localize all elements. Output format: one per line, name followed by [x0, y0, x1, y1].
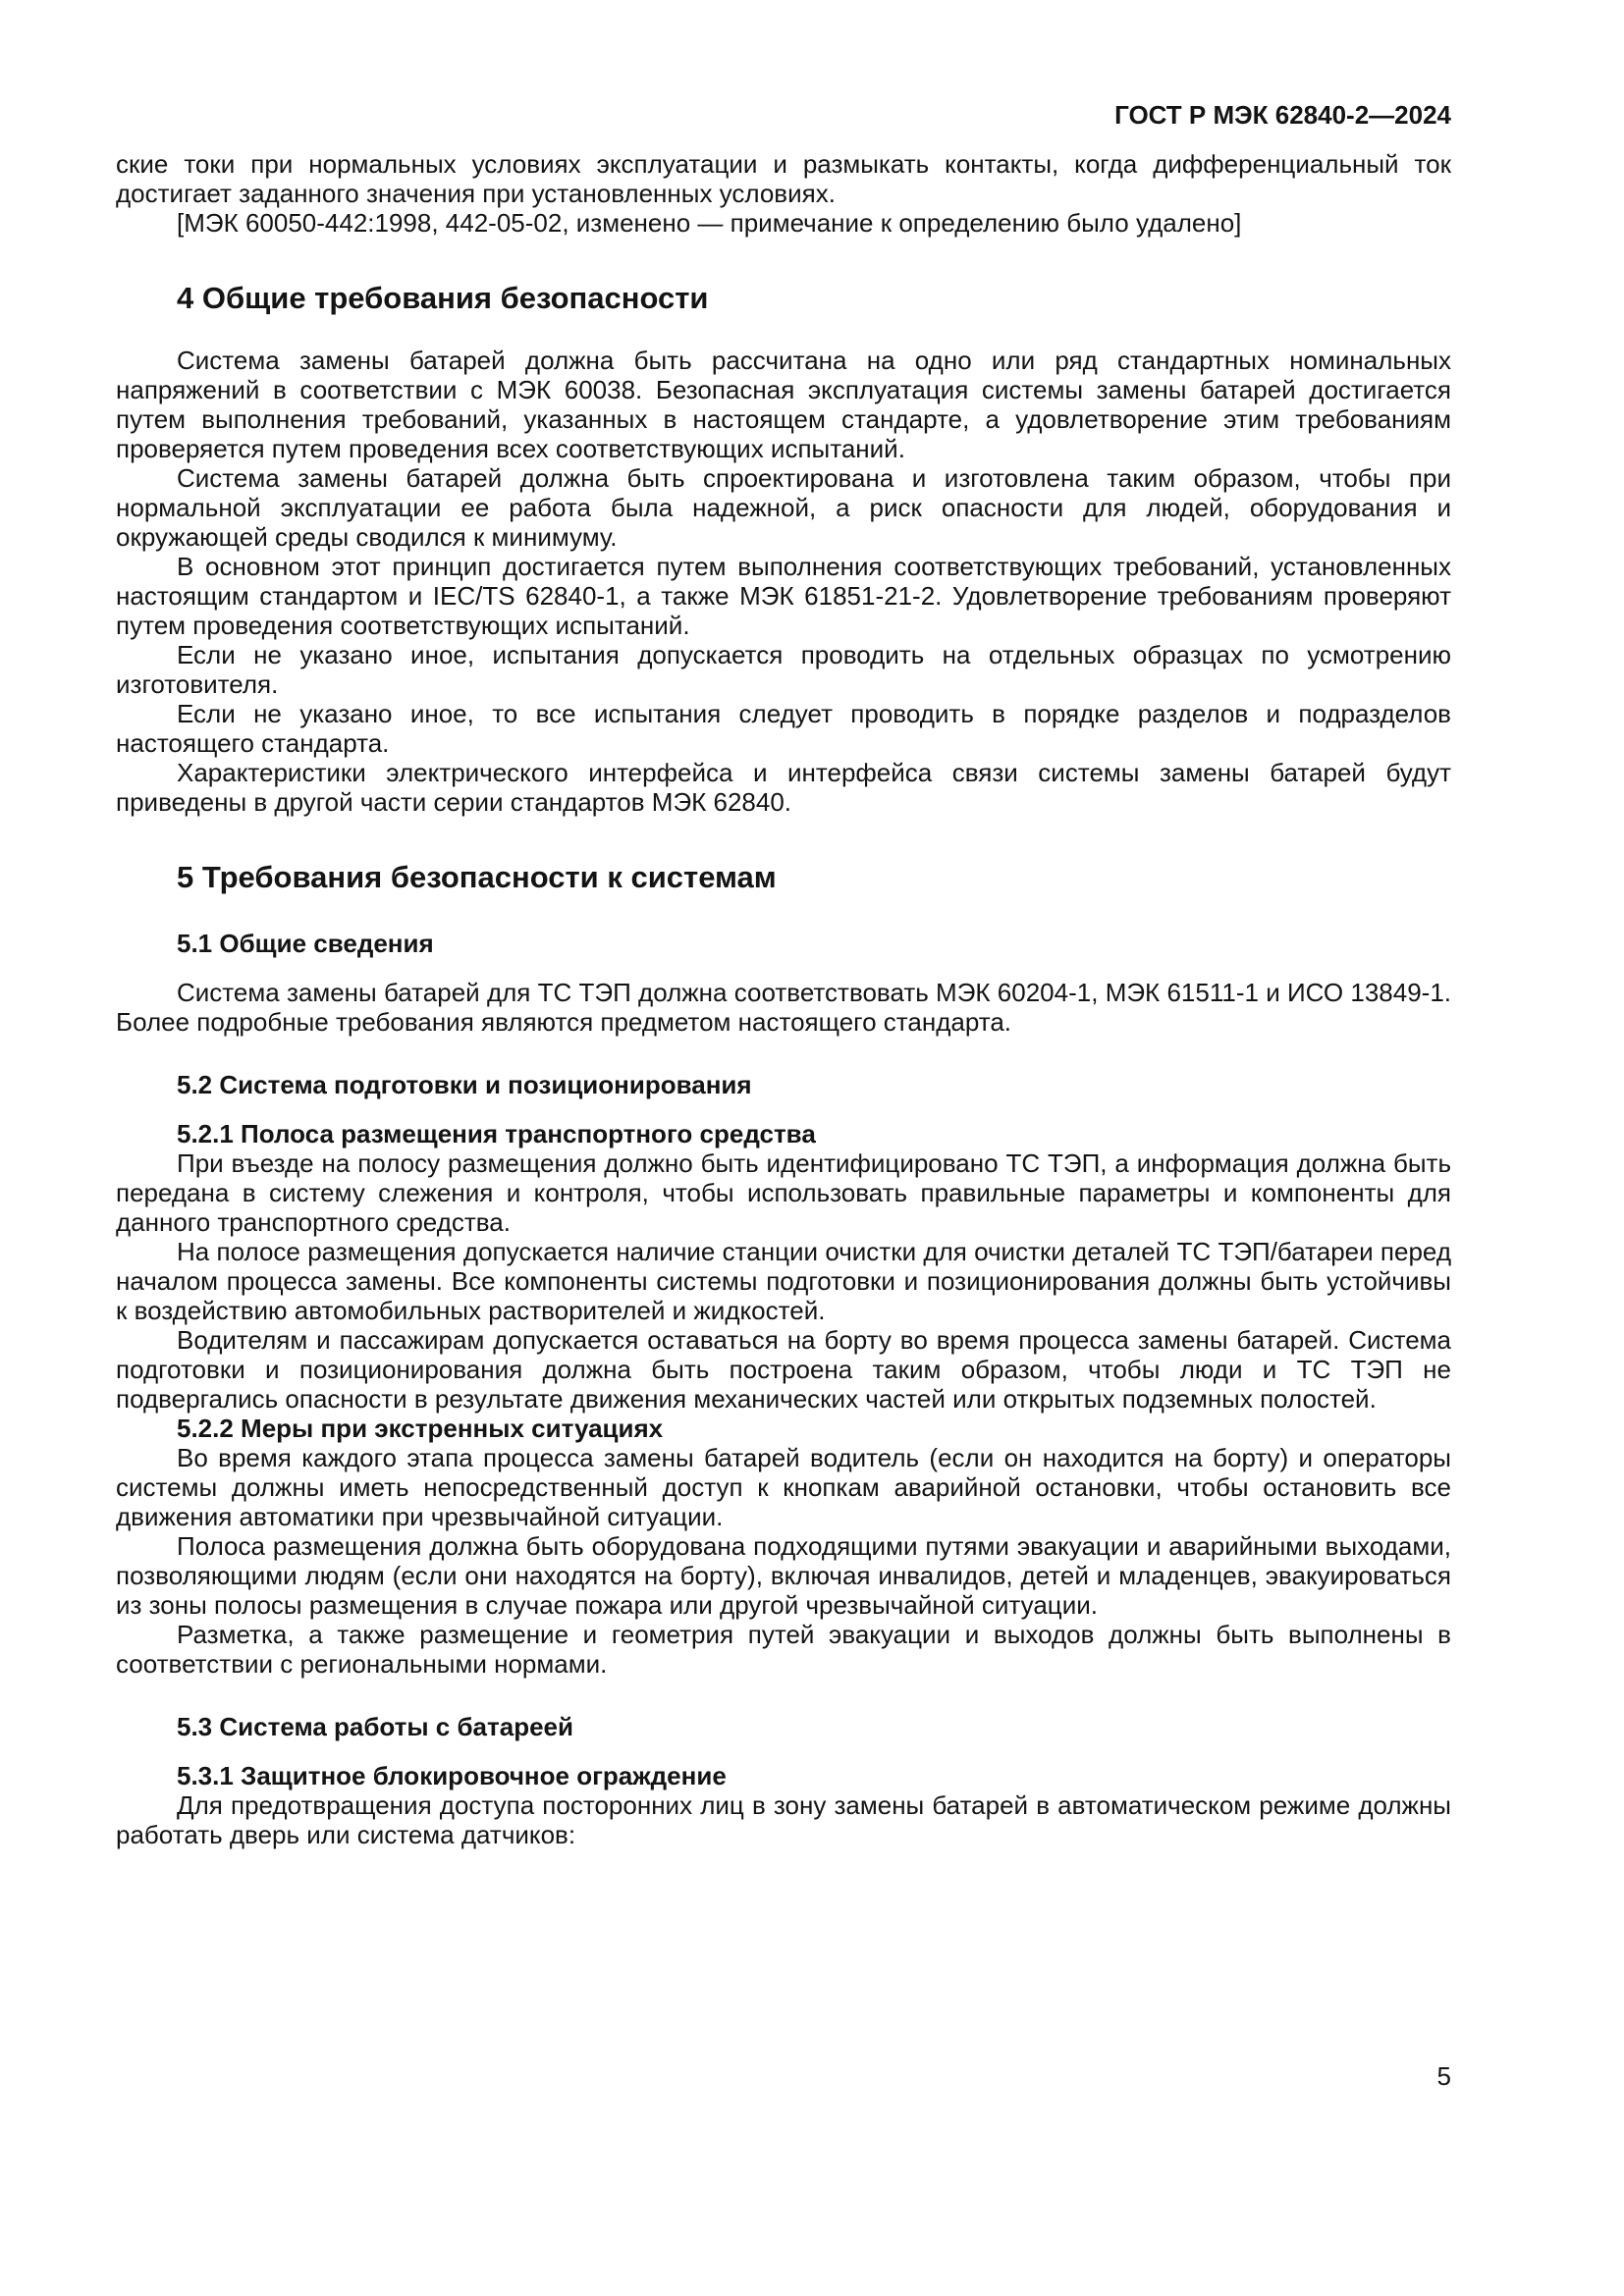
- paragraph: На полосе размещения допускается наличие станции очистки для очистки деталей ТС ТЭП/батареи перед началом процесса замены. Все компоненты системы подготовки и позиционирования должны быть устойчивы к воздействию автомобильных растворителей и жидкостей.: [116, 1237, 1451, 1325]
- paragraph: При въезде на полосу размещения должно быть идентифицировано ТС ТЭП, а информация должна быть передана в систему слежения и контроля, чтобы использовать правильные параметры и компоненты для данного транспортного средства.: [116, 1148, 1451, 1237]
- document-header: ГОСТ Р МЭК 62840-2—2024: [1114, 100, 1451, 130]
- paragraph: Водителям и пассажирам допускается оставаться на борту во время процесса замены батарей. Система подготовки и позиционирования должна быть построена таким образом, чтобы люди и ТС ТЭП не подвергались опасности в результате движения механических частей или открытых подземных полостей.: [116, 1325, 1451, 1414]
- page-number: 5: [1436, 2061, 1451, 2091]
- subsection-heading-5-3-1: 5.3.1 Защитное блокировочное ограждение: [177, 1761, 727, 1790]
- paragraph: Разметка, а также размещение и геометрия путей эвакуации и выходов должны быть выполнены в соответствии с региональными нормами.: [116, 1620, 1451, 1679]
- paragraph: Характеристики электрического интерфейса и интерфейса связи системы замены батарей будут приведены в другой части серии стандартов МЭК 62840.: [116, 758, 1451, 817]
- subsection-heading-5-2-2: 5.2.2 Меры при экстренных ситуациях: [177, 1414, 664, 1443]
- paragraph: Если не указано иное, испытания допускается проводить на отдельных образцах по усмотрению изготовителя.: [116, 640, 1451, 699]
- subsection-heading-5-1: 5.1 Общие сведения: [177, 929, 434, 958]
- paragraph-continuation: ские токи при нормальных условиях эксплуатации и размыкать контакты, когда дифференциальный ток достигает заданного значения при установленных условиях.: [116, 149, 1451, 208]
- subsection-heading-5-3: 5.3 Система работы с батареей: [177, 1712, 573, 1741]
- paragraph: Для предотвращения доступа посторонних лиц в зону замены батарей в автоматическом режиме должны работать дверь или система датчиков:: [116, 1790, 1451, 1849]
- paragraph: Система замены батарей должна быть спроектирована и изготовлена таким образом, чтобы при нормальной эксплуатации ее работа была надежной, а риск опасности для людей, оборудования и окружающей среды сводился к минимуму.: [116, 463, 1451, 552]
- subsection-heading-5-2-1: 5.2.1 Полоса размещения транспортного средства: [177, 1119, 816, 1148]
- paragraph: Система замены батарей должна быть рассчитана на одно или ряд стандартных номинальных напряжений в соответствии с МЭК 60038. Безопасная эксплуатация системы замены батарей достигается путем выполнения требований, указанных в настоящем стандарте, а удовлетворение этим требованиям проверяется путем проведения всех соответствующих испытаний.: [116, 346, 1451, 463]
- paragraph: Если не указано иное, то все испытания следует проводить в порядке разделов и подразделов настоящего стандарта.: [116, 699, 1451, 758]
- paragraph: В основном этот принцип достигается путем выполнения соответствующих требований, установленных настоящим стандартом и IEC/TS 62840-1, а также МЭК 61851-21-2. Удовлетворение требованиям проверяют путем проведения соответствующих испытаний.: [116, 552, 1451, 640]
- section-heading-4: 4 Общие требования безопасности: [177, 281, 709, 315]
- page-content: [116, 100, 1451, 1849]
- paragraph: Полоса размещения должна быть оборудована подходящими путями эвакуации и аварийными выходами, позволяющими людям (если они находятся на борту), включая инвалидов, детей и младенцев, эвакуироваться из зоны полосы размещения в случае пожара или другой чрезвычайной ситуации.: [116, 1531, 1451, 1620]
- paragraph: Система замены батарей для ТС ТЭП должна соответствовать МЭК 60204-1, МЭК 61511-1 и ИСО 13849-1. Более подробные требования являются предметом настоящего стандарта.: [116, 978, 1451, 1037]
- section-heading-5: 5 Требования безопасности к системам: [177, 860, 777, 894]
- paragraph-source-note: [МЭК 60050-442:1998, 442-05-02, изменено — примечание к определению было удалено]: [177, 208, 1242, 238]
- subsection-heading-5-2: 5.2 Система подготовки и позиционирования: [177, 1070, 752, 1099]
- paragraph: Во время каждого этапа процесса замены батарей водитель (если он находится на борту) и операторы системы должны иметь непосредственный доступ к кнопкам аварийной остановки, чтобы остановить все движения автоматики при чрезвычайной ситуации.: [116, 1443, 1451, 1531]
